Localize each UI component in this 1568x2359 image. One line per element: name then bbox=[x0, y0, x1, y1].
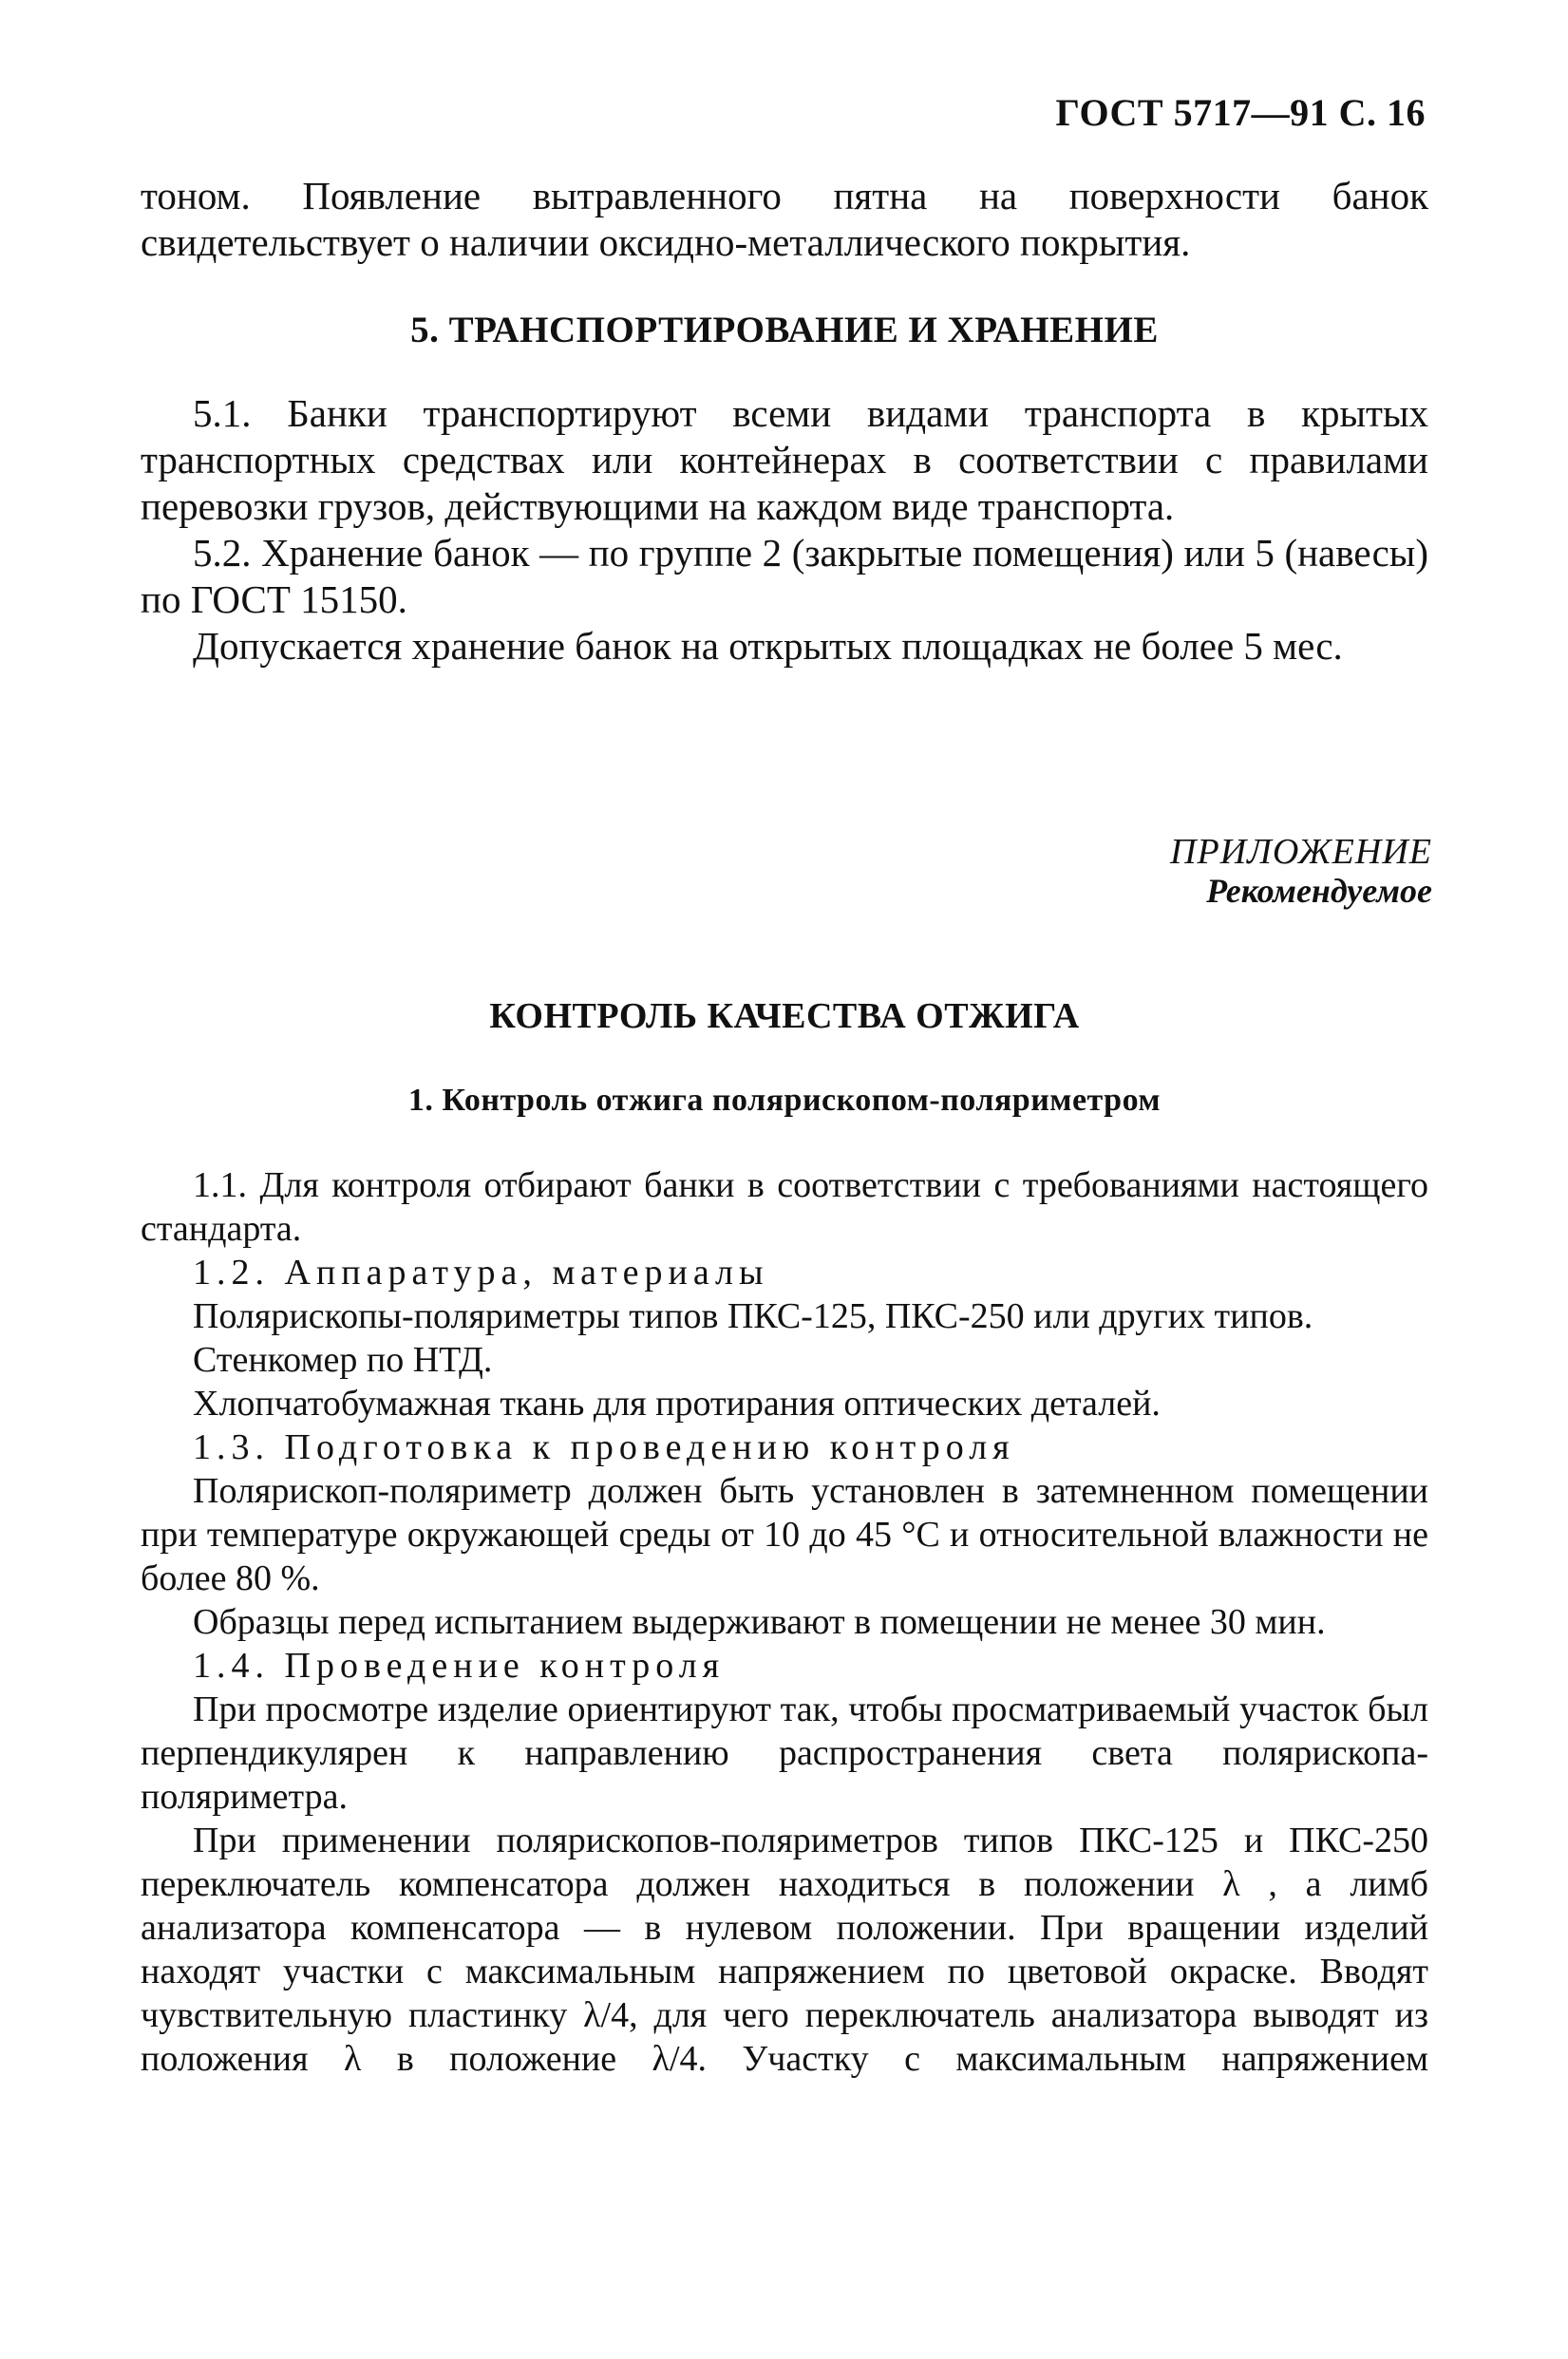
intro-paragraph bbox=[141, 173, 1428, 266]
paragraph-1-3-a: Полярископ-поляриметр должен быть установлен в затемненном помещении при температуре окружающей среды от 10 до 45 °С и относительной влажности не более 80 %. bbox=[141, 1471, 1428, 1598]
paragraph-5-2: 5.2. Хранение банок — по группе 2 (закрытые помещения) или 5 (навесы) по ГОСТ 15150. bbox=[141, 531, 1428, 621]
appendix-label bbox=[1170, 831, 1432, 911]
appendix-title: ПРИЛОЖЕНИЕ bbox=[1170, 832, 1432, 872]
paragraph-1-4-a: При просмотре изделие ориентируют так, чтобы просматриваемый участок был перпендикулярен к направлению распространения света полярископа-поляриметра. bbox=[141, 1689, 1428, 1817]
paragraph-1-2-label: 1.2. Аппаратура, материалы bbox=[193, 1253, 769, 1293]
section-5-body bbox=[141, 390, 1428, 670]
paragraph-1-3-label: 1.3. Подготовка к проведению контроля bbox=[193, 1427, 1015, 1467]
paragraph-1-3-b: Образцы перед испытанием выдерживают в помещении не менее 30 мин. bbox=[193, 1602, 1326, 1642]
page-header: ГОСТ 5717—91 С. 16 bbox=[1055, 91, 1426, 134]
paragraph-1-2-c: Хлопчатобумажная ткань для протирания оптических деталей. bbox=[193, 1384, 1161, 1424]
subsection-1-heading: 1. Контроль отжига полярископом-поляриметром bbox=[407, 1083, 1162, 1118]
paragraph-1-2-b: Стенкомер по НТД. bbox=[193, 1340, 493, 1380]
intro-text: тоном. Появление вытравленного пятна на поверхности банок свидетельствует о наличии оксидно-металлического покрытия. bbox=[141, 174, 1428, 264]
paragraph-1-2-a: Полярископы-поляриметры типов ПКС-125, ПКС-250 или других типов. bbox=[193, 1296, 1313, 1336]
paragraph-1-4-b: При применении полярископов-поляриметров типов ПКС-125 и ПКС-250 переключатель компенсатора должен находиться в положении λ , а лимб анализатора компенсатора — в нулевом положении. При вращении изделий находят участки с максимальным напряжением по цветовой окраске. Вводят чувствительную пластинку λ/4, для чего переключатель анализатора выводят из положения λ в положение λ/4. Участку с максимальным напряжением bbox=[141, 1821, 1428, 2079]
appendix-body bbox=[141, 1163, 1428, 2081]
paragraph-1-4-label: 1.4. Проведение контроля bbox=[193, 1646, 726, 1686]
section-5-heading: 5. ТРАНСПОРТИРОВАНИЕ И ХРАНЕНИЕ bbox=[410, 310, 1159, 350]
appendix-heading: КОНТРОЛЬ КАЧЕСТВА ОТЖИГА bbox=[489, 996, 1080, 1036]
paragraph-5-3: Допускается хранение банок на открытых площадках не более 5 мес. bbox=[193, 624, 1343, 668]
paragraph-5-1: 5.1. Банки транспортируют всеми видами транспорта в крытых транспортных средствах или контейнерах в соответствии с правилами перевозки грузов, действующими на каждом виде транспорта. bbox=[141, 391, 1428, 528]
appendix-subtitle: Рекомендуемое bbox=[1206, 872, 1432, 910]
paragraph-1-1: 1.1. Для контроля отбирают банки в соответствии с требованиями настоящего стандарта. bbox=[141, 1165, 1428, 1249]
